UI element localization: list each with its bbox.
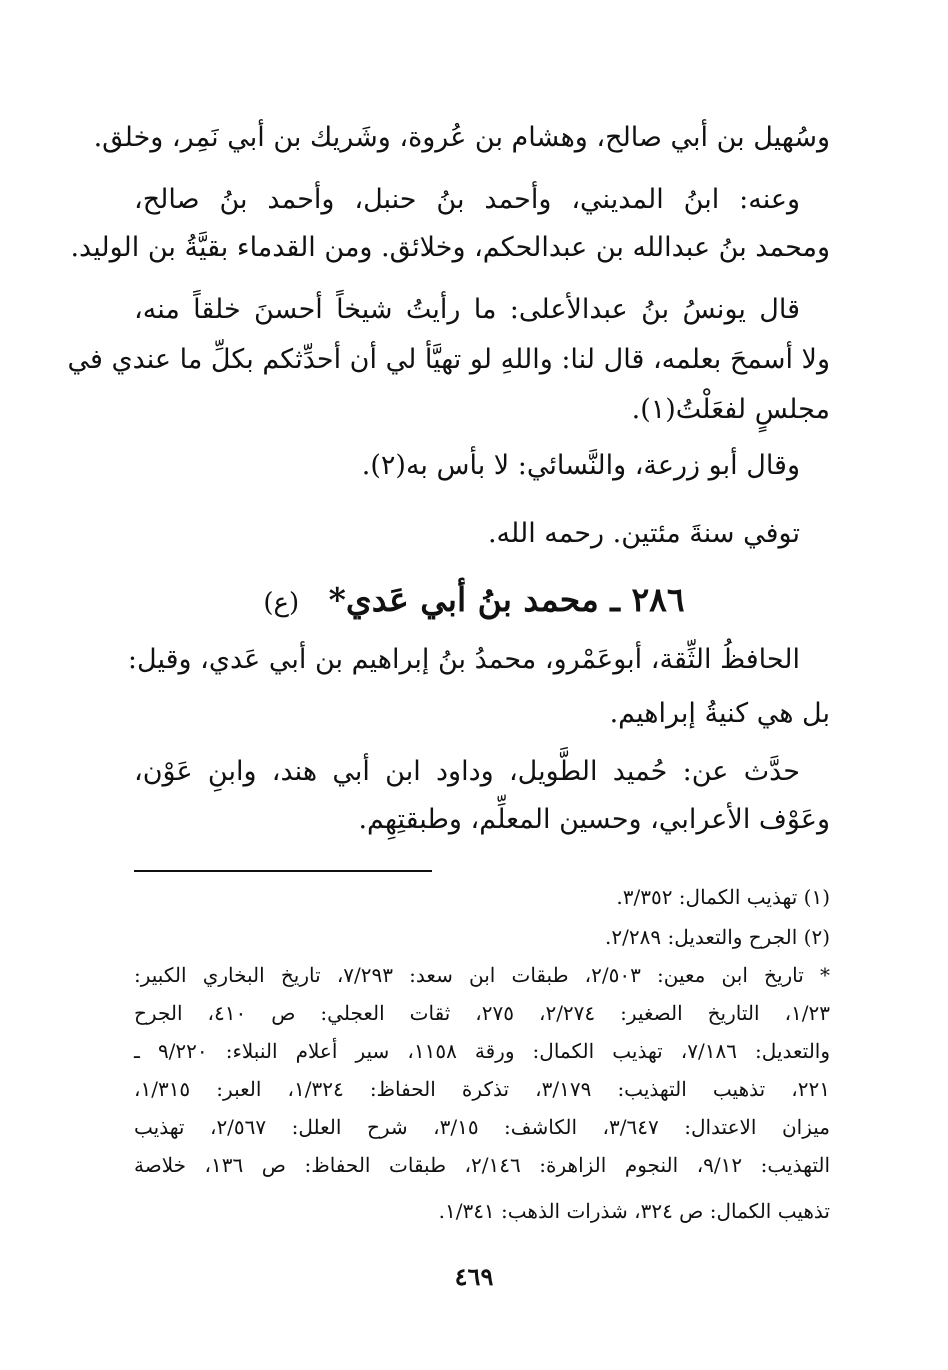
body2-line-1: الحافظُ الثِّقة، أبوعَمْرو، محمدُ بنُ إبراهيم بن أبي عَدي، وقيل: — [127, 644, 800, 675]
entry-symbol: (ع) — [263, 588, 300, 618]
body-line-6: مجلسٍ لفعَلْتُ(١). — [631, 394, 830, 425]
body-line-2: وعنه: ابنُ المديني، وأحمد بنُ حنبل، وأحمد بنُ صالح، — [134, 184, 800, 215]
page-number: ٤٦٩ — [454, 1262, 494, 1291]
sources-line-6: التهذيب: ٩/١٢، النجوم الزاهرة: ٢/١٤٦، طبقات الحفاظ: ص ١٣٦، خلاصة — [134, 1153, 831, 1177]
body2-line-3: حدَّث عن: حُميد الطَّويل، وداود ابن أبي هند، وابنِ عَوْن، — [134, 756, 800, 787]
body-line-7: وقال أبو زرعة، والنَّسائي: لا بأس به(٢). — [361, 450, 800, 481]
entry-dash: ـ — [610, 580, 620, 619]
body-line-5: ولا أسمحَ بعلمه، قال لنا: واللهِ لو تهيَّأ لي أن أحدِّثكم بكلِّ ما عندي في — [67, 344, 830, 375]
body-line-4: قال يونسُ بنُ عبدالأعلى: ما رأيتُ شيخاً أحسنَ خلقاً منه، — [134, 294, 800, 325]
body-line-1: وسُهيل بن أبي صالح، وهشام بن عُروة، وشَريك بن أبي نَمِر، وخلق. — [93, 122, 830, 153]
entry-heading — [250, 580, 698, 619]
sources-line-7: تذهيب الكمال: ص ٣٢٤، شذرات الذهب: ١/٣٤١. — [438, 1199, 830, 1223]
sources-line-3: والتعديل: ٧/١٨٦، تهذيب الكمال: ورقة ١١٥٨، سير أعلام النبلاء: ٩/٢٢٠ ـ — [134, 1039, 830, 1063]
sources-line-5: ميزان الاعتدال: ٣/٦٤٧، الكاشف: ٣/١٥، شرح العلل: ٢/٥٦٧، تهذيب — [134, 1115, 830, 1139]
footnote-1: (١) تهذيب الكمال: ٣/٣٥٢. — [616, 885, 830, 909]
sources-line-2: ١/٢٣، التاريخ الصغير: ٢/٢٧٤، ٢٧٥، ثقات العجلي: ص ٤١٠، الجرح — [134, 1001, 830, 1025]
entry-number: ٢٨٦ — [631, 580, 685, 619]
body2-line-2: بل هي كنيةُ إبراهيم. — [609, 698, 830, 729]
sources-line-1: * تاريخ ابن معين: ٢/٥٠٣، طبقات ابن سعد: ٧/٢٩٣، تاريخ البخاري الكبير: — [134, 963, 831, 987]
body2-line-4: وعَوْف الأعرابي، وحسين المعلِّم، وطبقتِهِم. — [358, 804, 830, 835]
sources-line-4: ٢٢١، تذهيب التهذيب: ٣/١٧٩، تذكرة الحفاظ: ١/٣٢٤، العبر: ١/٣١٥، — [134, 1077, 830, 1101]
entry-name: محمد بنُ أبي عَدي* — [328, 580, 599, 619]
footnote-2: (٢) الجرح والتعديل: ٢/٢٨٩. — [605, 925, 830, 949]
footnote-separator — [134, 870, 432, 872]
body-line-3: ومحمد بنُ عبدالله بن عبدالحكم، وخلائق. ومن القدماء بقيَّةُ بن الوليد. — [70, 232, 830, 263]
body-line-8: توفي سنةَ مئتين. رحمه الله. — [487, 518, 800, 549]
